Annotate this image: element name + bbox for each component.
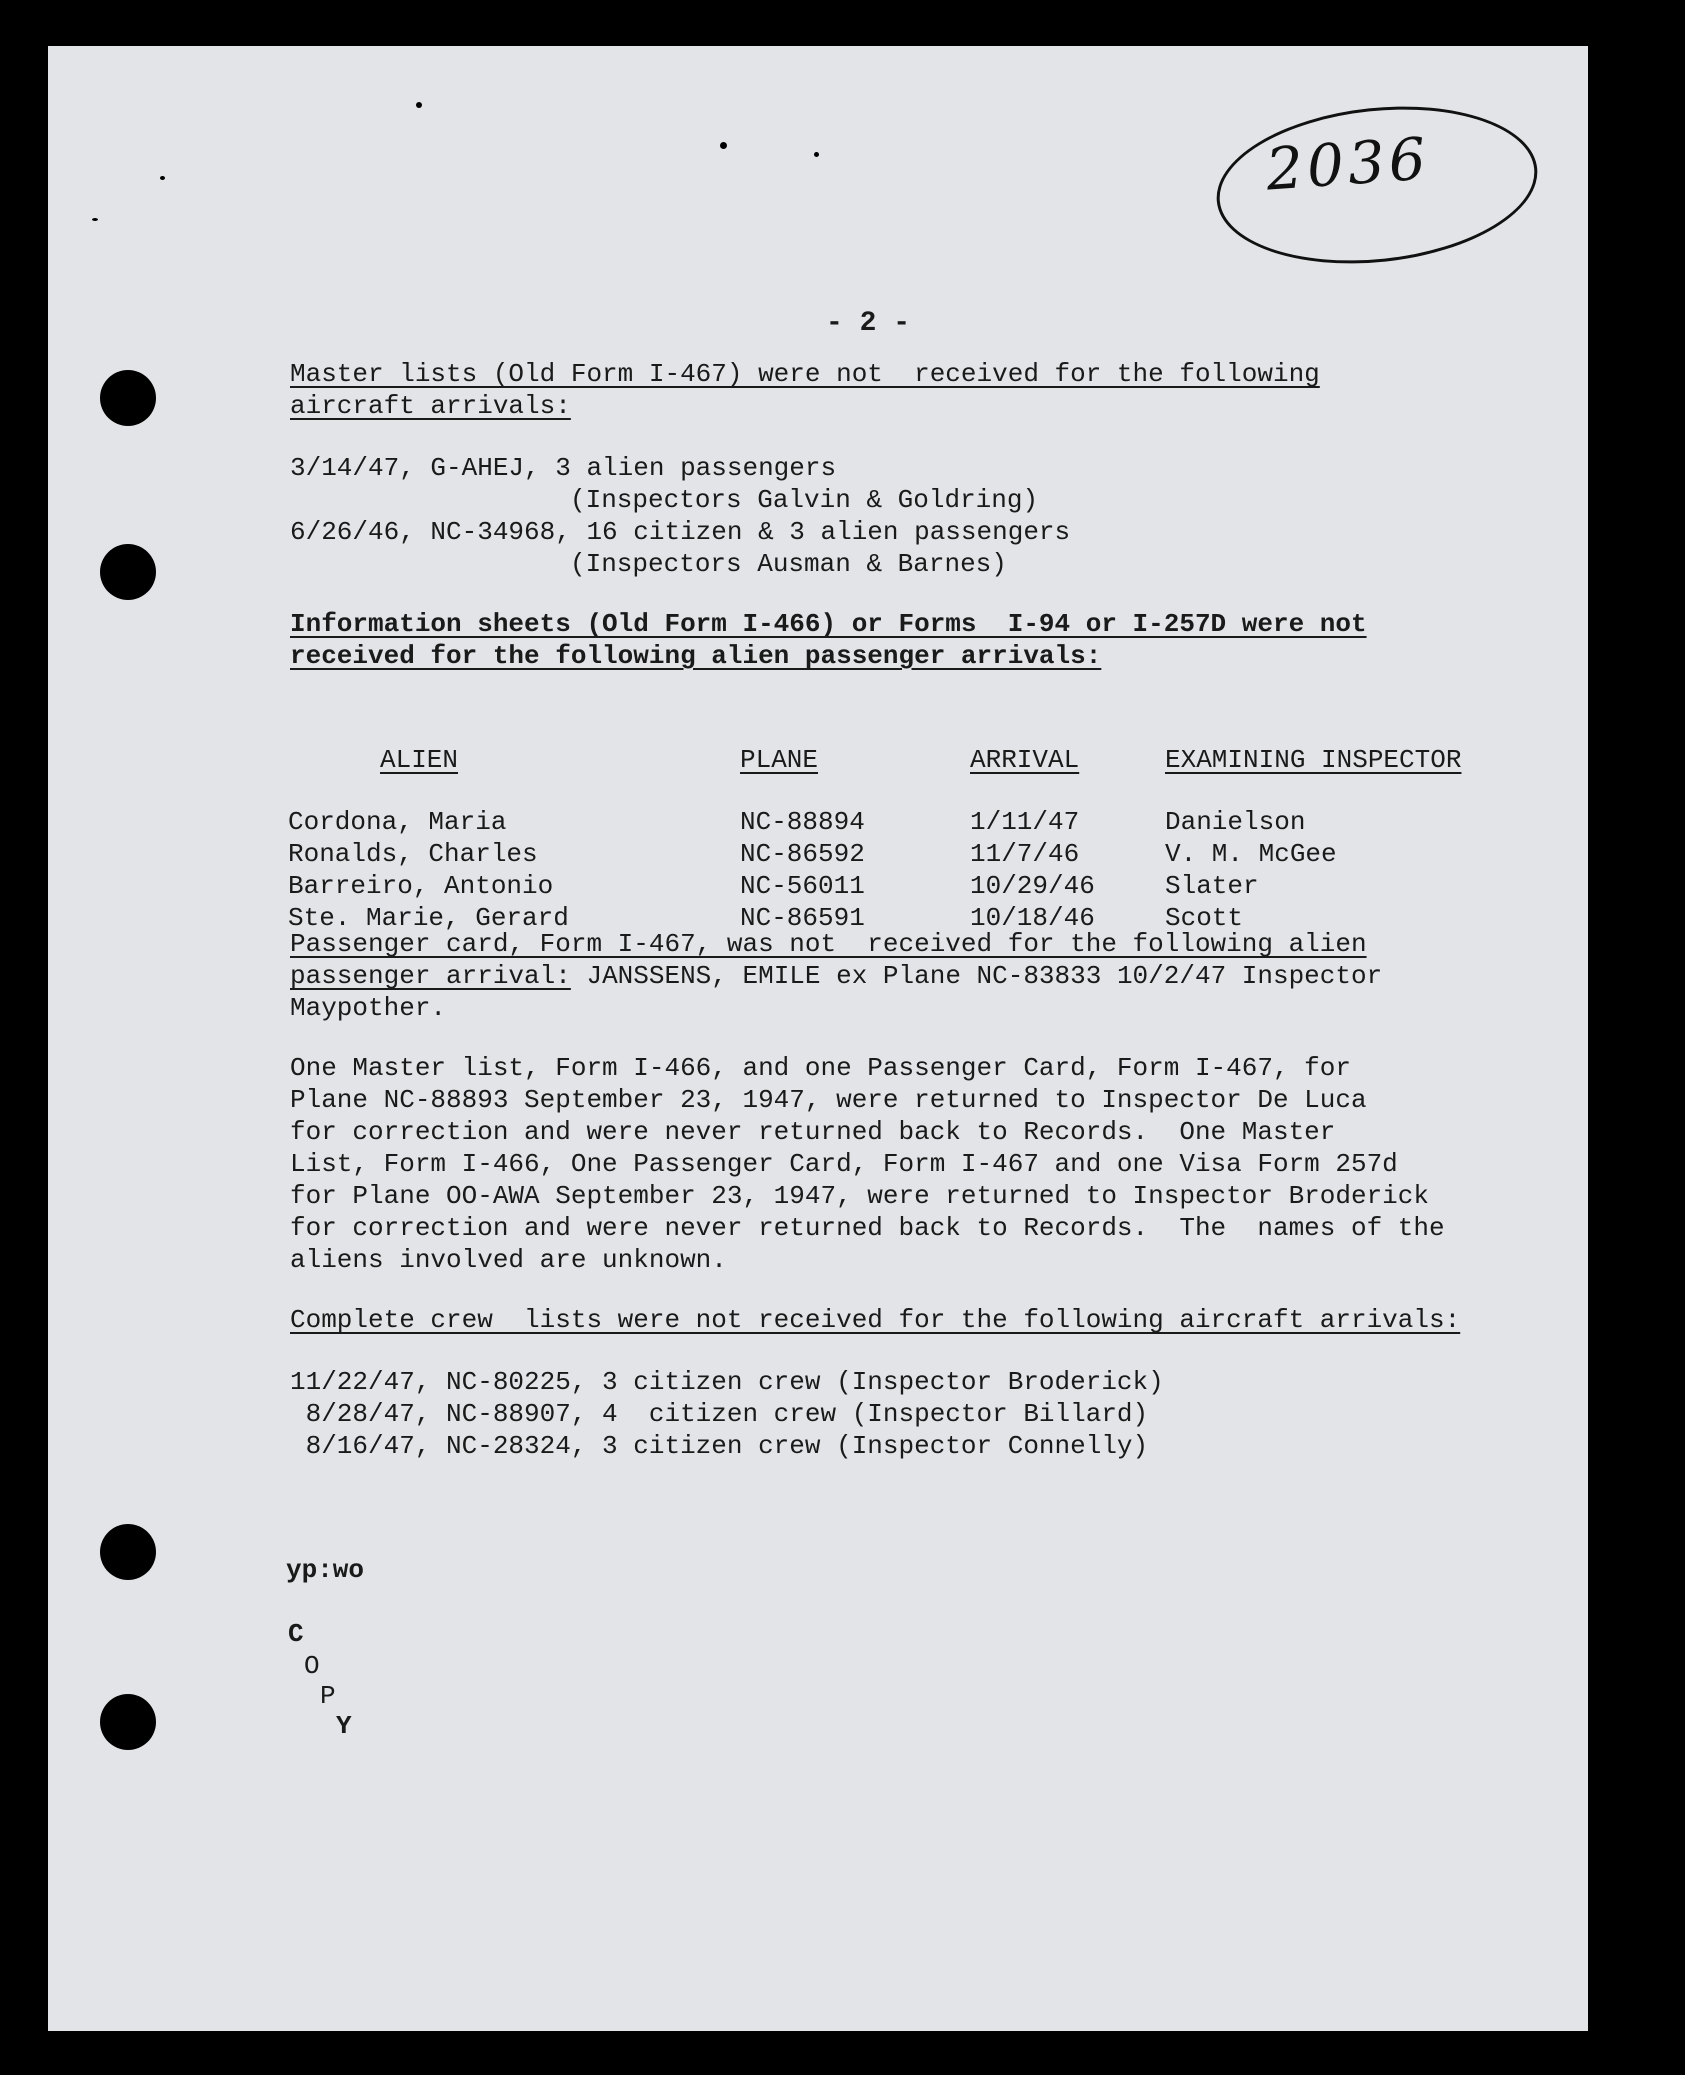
ink-speck: [814, 152, 819, 157]
copy-letter: P: [320, 1681, 336, 1711]
section1-entry-2-inspectors: (Inspectors Ausman & Barnes): [570, 549, 1007, 579]
ink-speck: [416, 102, 422, 108]
column-header-alien: ALIEN: [380, 745, 459, 775]
copy-letter: Y: [336, 1711, 352, 1741]
inspector: V. M. McGee: [1165, 839, 1337, 869]
section5-heading: Complete crew lists were not received for the following aircraft arrivals:: [290, 1305, 1461, 1335]
punch-hole: [100, 1524, 156, 1580]
ink-speck: [720, 142, 727, 149]
crew-entry: 8/16/47, NC-28324, 3 citizen crew (Inspector Connelly): [290, 1431, 1149, 1461]
typist-initials: yp:wo: [286, 1555, 365, 1585]
inspector: Scott: [1165, 903, 1244, 933]
section4-line: for Plane OO-AWA September 23, 1947, were returned to Inspector Broderick: [290, 1181, 1429, 1211]
ink-speck: [92, 218, 98, 221]
table-row: [288, 870, 1505, 902]
inspector: Danielson: [1165, 807, 1306, 837]
section4-line: Plane NC-88893 September 23, 1947, were returned to Inspector De Luca: [290, 1085, 1367, 1115]
copy-letter: O: [304, 1651, 320, 1681]
inspector: Slater: [1165, 871, 1259, 901]
section2-heading-line1: Information sheets (Old Form I-466) or Forms I-94 or I-257D were not: [290, 609, 1367, 639]
section3-heading-line1: Passenger card, Form I-467, was not received for the following alien: [290, 929, 1367, 959]
section4-line: for correction and were never returned back to Records. The names of the: [290, 1213, 1445, 1243]
crew-entry: 8/28/47, NC-88907, 4 citizen crew (Inspector Billard): [290, 1399, 1149, 1429]
column-header-arrival: ARRIVAL: [970, 745, 1080, 775]
arrival-date: 1/11/47: [970, 807, 1080, 837]
column-header-plane: PLANE: [740, 745, 819, 775]
punch-hole: [100, 370, 156, 426]
alien-name: Barreiro, Antonio: [288, 871, 554, 901]
section1-heading-line1: Master lists (Old Form I-467) were not received for the following: [290, 359, 1320, 389]
section4-line: One Master list, Form I-466, and one Passenger Card, Form I-467, for: [290, 1053, 1351, 1083]
section3-line2: [290, 960, 1382, 992]
section3-text: JANSSENS, EMILE ex Plane NC-83833 10/2/47 Inspector: [570, 961, 1383, 991]
alien-name: Cordona, Maria: [288, 807, 507, 837]
alien-name: Ste. Marie, Gerard: [288, 903, 569, 933]
stamp-number: 2036: [1263, 124, 1432, 204]
section1-entry-2: 6/26/46, NC-34968, 16 citizen & 3 alien passengers: [290, 517, 1071, 547]
page-number: - 2 -: [826, 308, 911, 339]
plane: NC-88894: [740, 807, 865, 837]
ink-speck: [160, 176, 165, 180]
plane: NC-86591: [740, 903, 865, 933]
document-page: [48, 46, 1588, 2031]
punch-hole: [100, 544, 156, 600]
arrival-date: 11/7/46: [970, 839, 1080, 869]
section2-heading-line2: received for the following alien passenger arrivals:: [290, 641, 1102, 671]
alien-name: Ronalds, Charles: [288, 839, 538, 869]
arrival-date: 10/29/46: [970, 871, 1095, 901]
column-header-inspector: EXAMINING INSPECTOR: [1165, 745, 1462, 775]
copy-letter: C: [288, 1619, 304, 1649]
section1-heading-line2: aircraft arrivals:: [290, 391, 571, 421]
section4-line: for correction and were never returned back to Records. One Master: [290, 1117, 1336, 1147]
alien-arrivals-table: [288, 744, 1505, 934]
section3-line3: Maypother.: [290, 993, 447, 1023]
plane: NC-56011: [740, 871, 865, 901]
crew-entry: 11/22/47, NC-80225, 3 citizen crew (Inspector Broderick): [290, 1367, 1164, 1397]
section4-line: aliens involved are unknown.: [290, 1245, 727, 1275]
plane: NC-86592: [740, 839, 865, 869]
table-row: [288, 806, 1505, 838]
arrival-date: 10/18/46: [970, 903, 1095, 933]
punch-hole: [100, 1694, 156, 1750]
section1-entry-1-inspectors: (Inspectors Galvin & Goldring): [570, 485, 1039, 515]
section4-line: List, Form I-466, One Passenger Card, Form I-467 and one Visa Form 257d: [290, 1149, 1398, 1179]
table-row: [288, 838, 1505, 870]
section1-entry-1: 3/14/47, G-AHEJ, 3 alien passengers: [290, 453, 837, 483]
section3-heading-line2: passenger arrival:: [290, 961, 571, 991]
table-header-row: [288, 744, 1505, 806]
